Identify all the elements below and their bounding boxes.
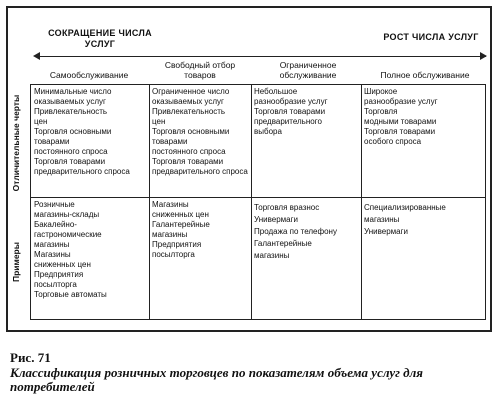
cell-examples-free-selection: Магазины сниженных цен Галантерейные магазины Предприятия посылторга — [152, 200, 210, 259]
column-header-full-service: Полное обслуживание — [380, 70, 470, 80]
figure-caption: Классификация розничных торговцев по показателям объема услуг для потребителей — [10, 365, 423, 394]
arrow-left-icon — [33, 52, 40, 60]
row-label-examples: Примеры — [11, 242, 21, 282]
column-header-self-service: Самообслуживание — [49, 70, 129, 80]
cell-features-self-service: Минимальные чиcло оказываемых услуг Привлекательность цен Торговля основными товарами постоянного спроса Торговля товарами предварительного спроса — [34, 87, 130, 176]
cell-examples-full-service: Специализированные магазины Универмаги — [364, 203, 446, 236]
header-decrease-services: СОКРАЩЕНИЕ ЧИСЛА УСЛУГ — [48, 28, 152, 49]
row-label-features: Отличительные черты — [11, 94, 21, 192]
column-header-limited-service: Ограниченное обслуживание — [279, 60, 337, 80]
cell-examples-limited-service: Торговля вразнос Универмаги Продажа по телефону Галантерейные магазины — [254, 203, 337, 260]
cell-examples-self-service: Розничные магазины-склады Бакалейно- гастрономические магазины Магазины сниженных цен Предприятия посылторга Торговые автоматы — [34, 200, 107, 299]
header-increase-services: РОСТ ЧИСЛА УСЛУГ — [383, 32, 479, 42]
figure-number: Рис. 71 — [10, 350, 51, 365]
classification-table — [30, 84, 486, 320]
cell-features-free-selection: Ограниченное число оказываемых услуг Привлекательность цен Торговля основными товарами постоянного спроса Торговля товарами предварительного спроса — [152, 87, 248, 176]
column-header-free-selection: Свободный отбор товаров — [164, 60, 236, 80]
double-arrow-line — [36, 56, 486, 57]
cell-features-limited-service: Небольшое разнообразие услуг Торговля товарами предварительного выбора — [254, 87, 328, 136]
cell-features-full-service: Широкое разнообразие услуг Торговля модными товарами Торговля товарами особого спроса — [364, 87, 438, 146]
arrow-right-icon — [480, 52, 487, 60]
